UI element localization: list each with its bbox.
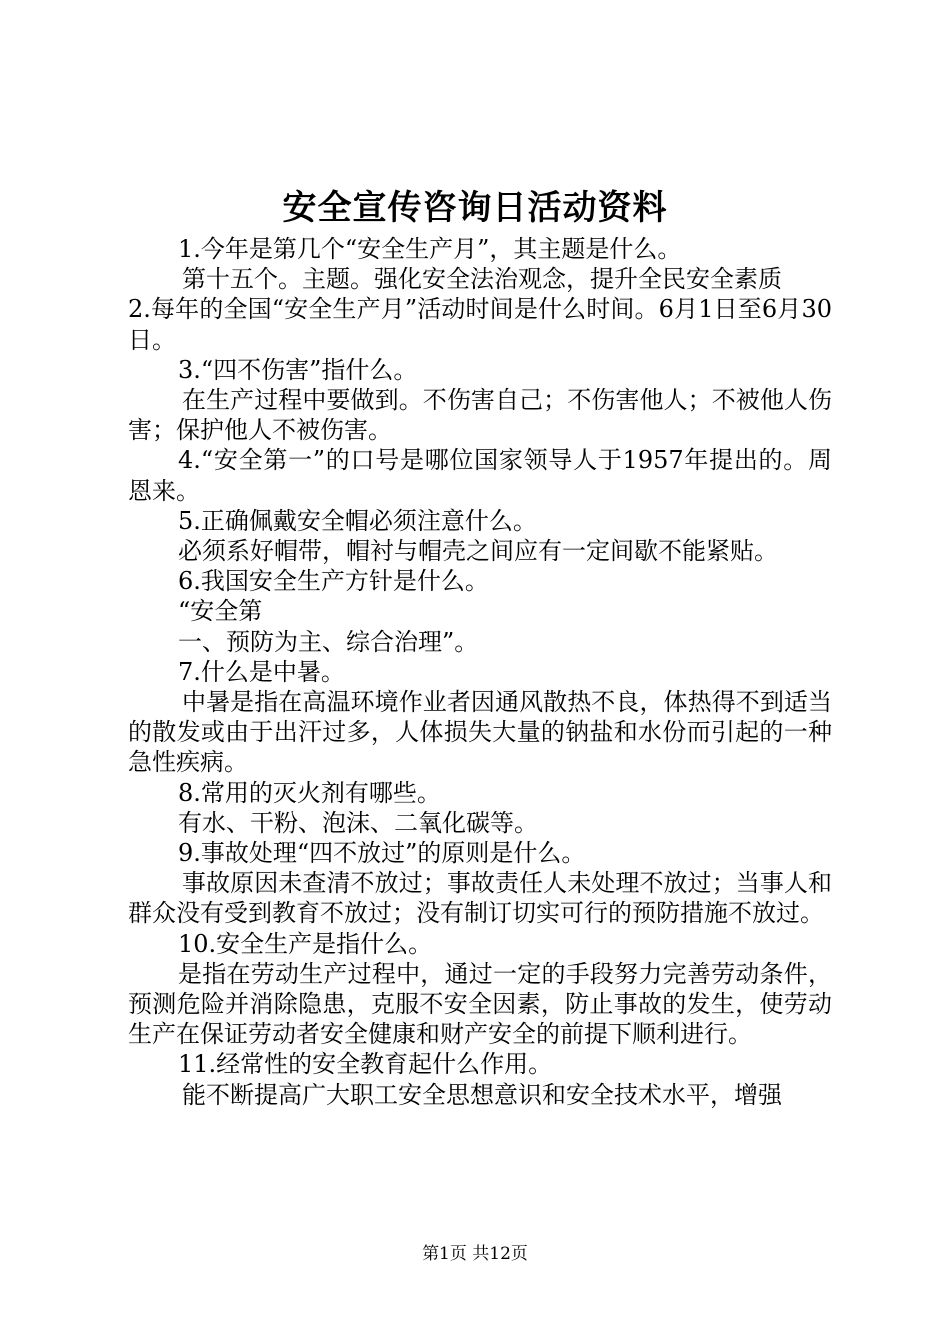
paragraph: 10.安全生产是指什么。 [178,929,433,958]
paragraph: 是指在劳动生产过程中，通过一定的手段努力完善劳动条件，预测危险并消除隐患，克服不安全因素，防止事故的发生，使劳动生产在保证劳动者安全健康和财产安全的前提下顺利进行。 [128,959,832,1049]
paragraph: 必须系好帽带，帽衬与帽壳之间应有一定间歇不能紧贴。 [178,537,778,566]
document-body [128,234,832,1110]
paragraph: “安全第 [178,597,263,626]
paragraph: 5.正确佩戴安全帽必须注意什么。 [178,506,537,535]
paragraph: 能不断提高广大职工安全思想意识和安全技术水平，增强 [182,1080,782,1109]
paragraph: 11.经常性的安全教育起什么作用。 [178,1050,553,1079]
paragraph: 第十五个。主题。强化安全法治观念，提升全民安全素质 [182,265,782,294]
paragraph: 在生产过程中要做到。不伤害自己；不伤害他人；不被他人伤害；保护他人不被伤害。 [128,386,832,445]
page-title: 安全宣传咨询日活动资料 [282,188,668,228]
paragraph: 6.我国安全生产方针是什么。 [178,567,489,596]
page-footer: 第1页 共12页 [422,1244,528,1264]
paragraph: 3.“四不伤害”指什么。 [178,355,418,384]
paragraph: 1.今年是第几个“安全生产月”，其主题是什么。 [178,235,682,263]
paragraph: 有水、干粉、泡沫、二氧化碳等。 [178,808,538,837]
paragraph: 7.什么是中暑。 [178,657,345,686]
paragraph: 2.每年的全国“安全生产月”活动时间是什么时间。6月1日至6月30日。 [128,295,832,354]
paragraph: 8.常用的灭火剂有哪些。 [178,778,441,807]
paragraph: 中暑是指在高温环境作业者因通风散热不良，体热得不到适当的散发或由于出汗过多，人体损失大量的钠盐和水份而引起的一种急性疾病。 [128,688,832,777]
paragraph: 事故原因未查清不放过；事故责任人未处理不放过；当事人和群众没有受到教育不放过；没有制订切实可行的预防措施不放过。 [128,869,832,928]
paragraph: 一、预防为主、综合治理”。 [178,627,479,656]
paragraph: 4.“安全第一”的口号是哪位国家领导人于1957年提出的。周恩来。 [128,446,832,505]
paragraph: 9.事故处理“四不放过”的原则是什么。 [178,839,586,868]
